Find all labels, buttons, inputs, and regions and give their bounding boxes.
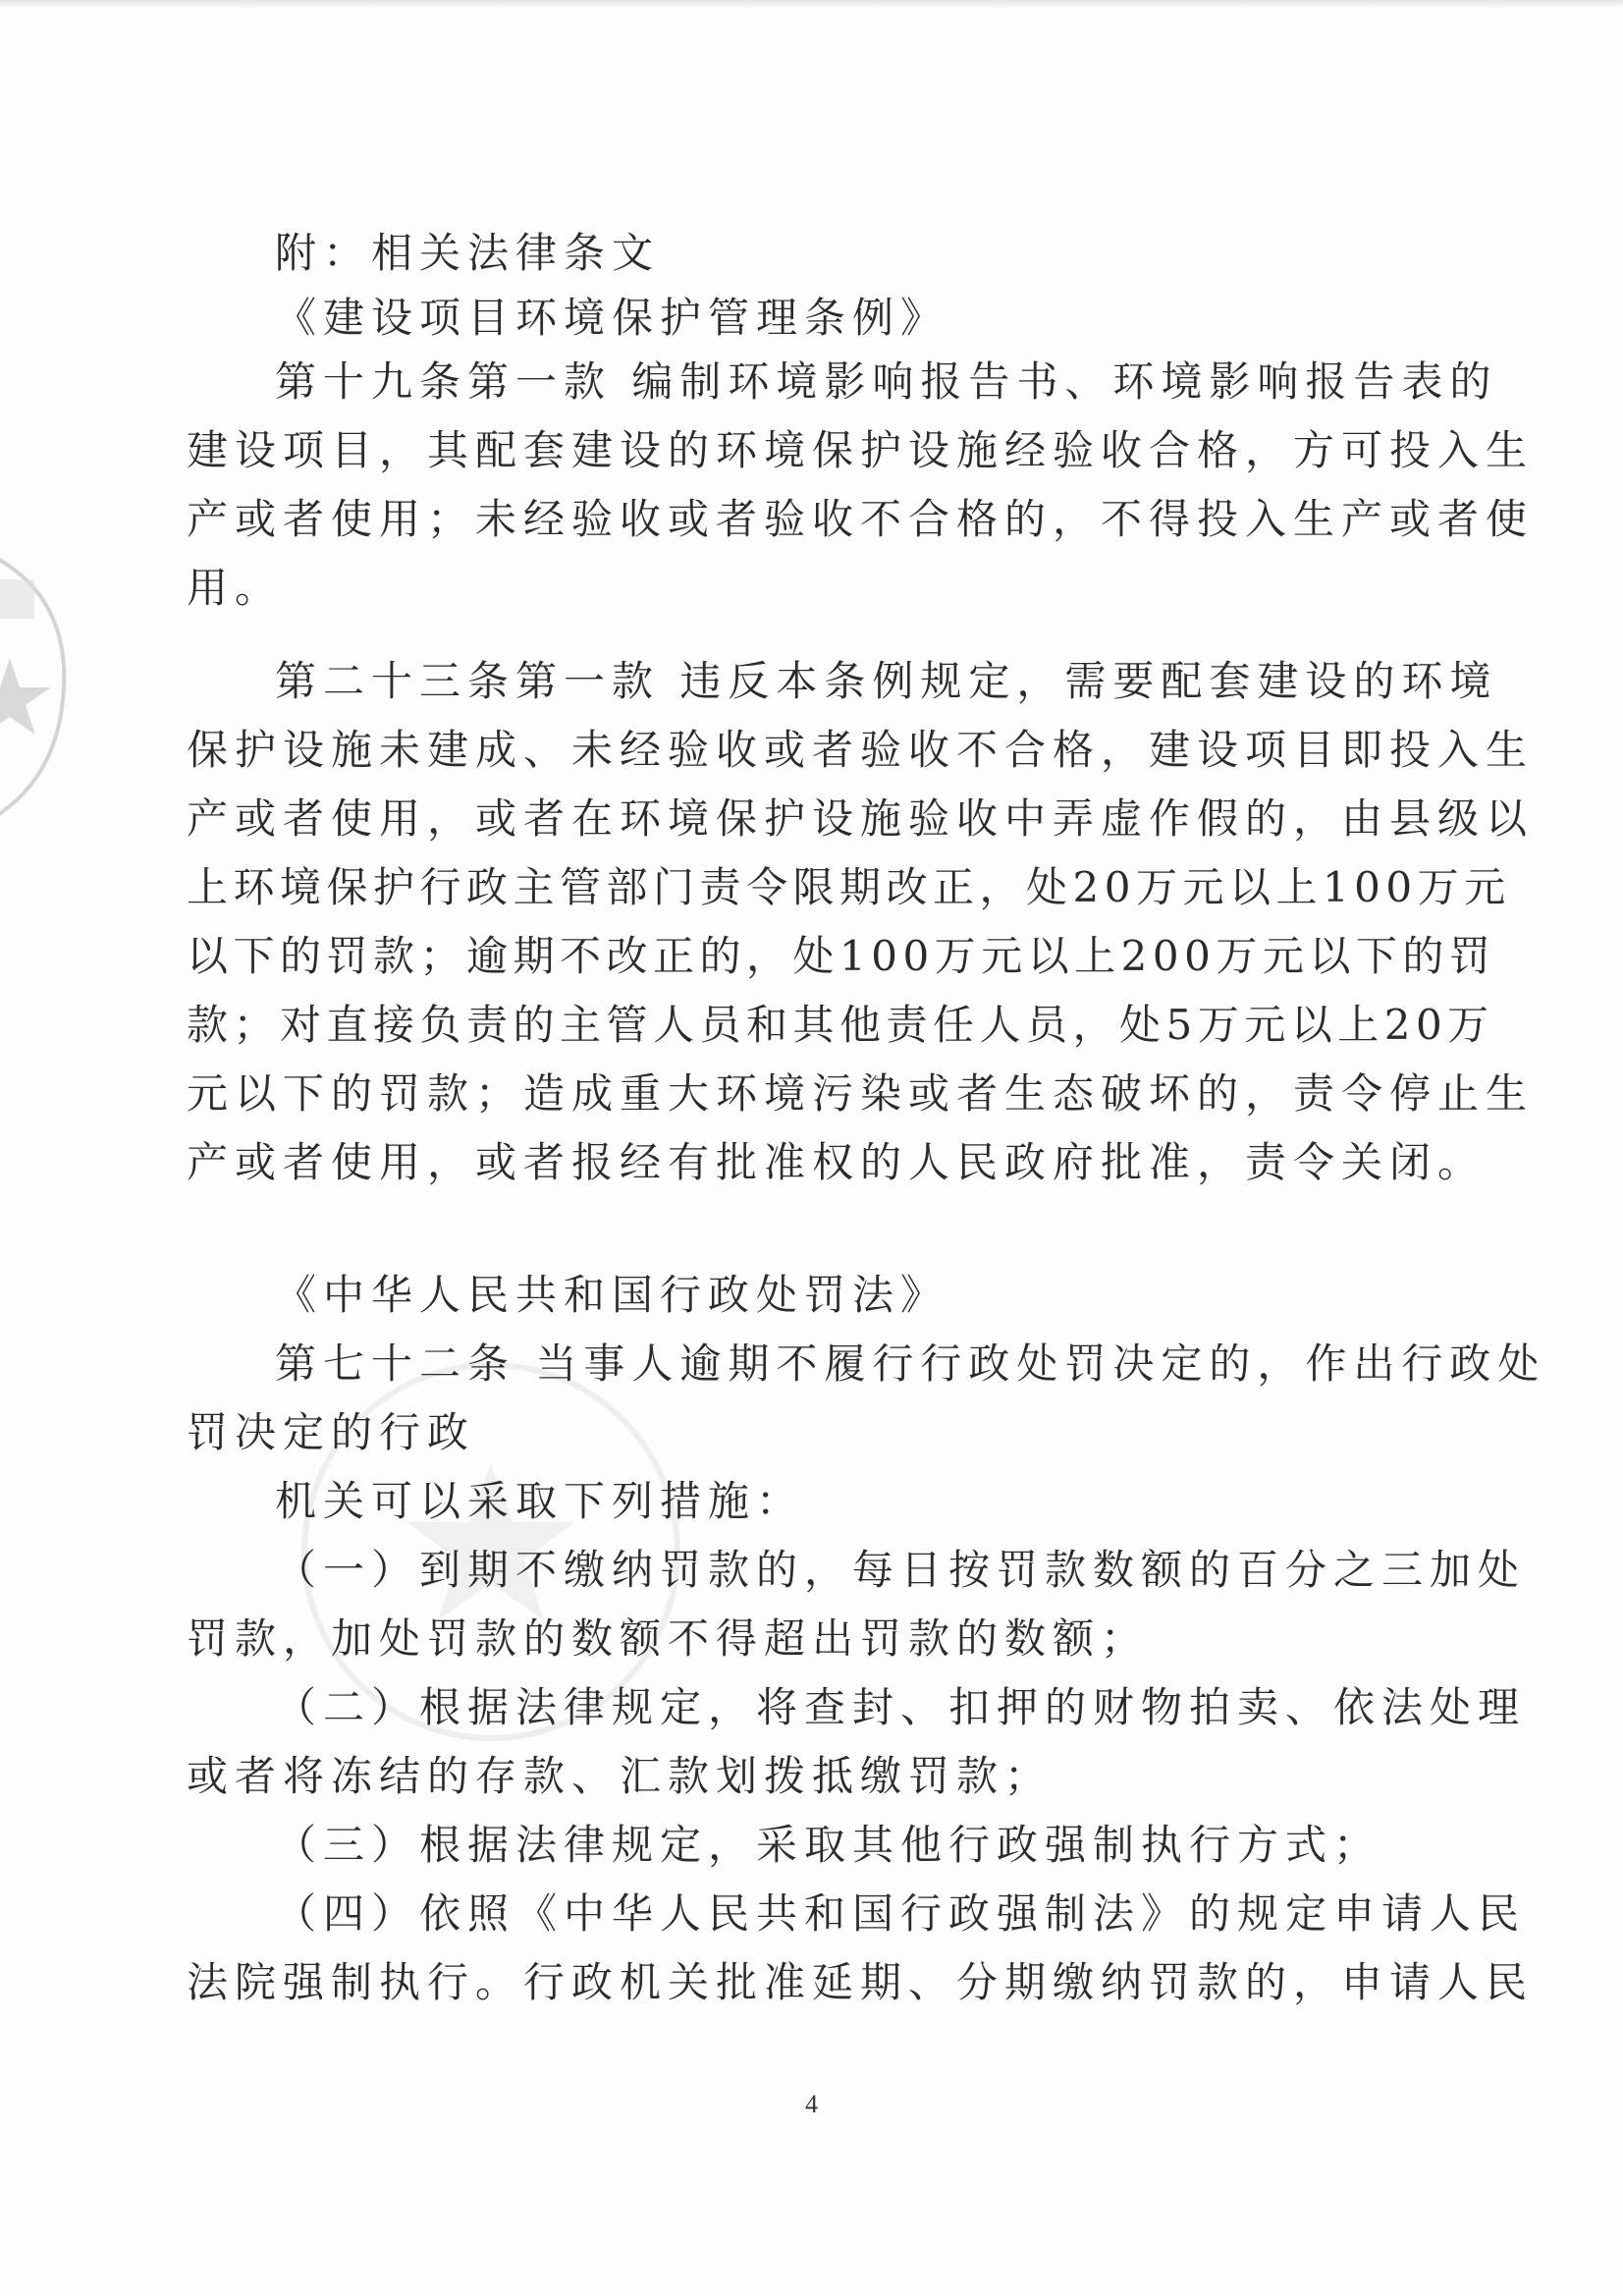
paragraph-line: 第七十二条 当事人逾期不履行行政处罚决定的，作出行政处 (275, 1339, 1546, 1388)
paragraph-line: 元以下的罚款；造成重大环境污染或者生态破坏的，责令停止生 (187, 1069, 1535, 1118)
scan-edge-shadow (0, 0, 1623, 8)
paragraph-line: 保护设施未建成、未经验收或者验收不合格，建设项目即投入生 (187, 726, 1535, 774)
partial-official-seal-left (0, 530, 88, 845)
paragraph-line: 机关可以采取下列措施： (275, 1477, 805, 1525)
paragraph-line: 用。 (187, 564, 284, 612)
paragraph-line: 罚款，加处罚款的数额不得超出罚款的数额； (187, 1614, 1150, 1663)
paragraph-line: （四）依照《中华人民共和国行政强制法》的规定申请人民 (275, 1889, 1527, 1938)
regulation-title-1: 《建设项目环境保护管理条例》 (275, 294, 949, 342)
regulation-title-2: 《中华人民共和国行政处罚法》 (275, 1271, 949, 1319)
paragraph-line: （二）根据法律规定，将查封、扣押的财物拍卖、依法处理 (275, 1683, 1527, 1731)
paragraph-line: 第十九条第一款 编制环境影响报告书、环境影响报告表的 (275, 357, 1498, 406)
paragraph-line: 或者将冻结的存款、汇款划拨抵缴罚款； (187, 1752, 1054, 1800)
paragraph-line: 上环境保护行政主管部门责令限期改正，处20万元以上100万元 (187, 863, 1511, 911)
paragraph-line: 款；对直接负责的主管人员和其他责任人员，处5万元以上20万 (187, 1001, 1494, 1049)
paragraph-line: （三）根据法律规定，采取其他行政强制执行方式； (275, 1821, 1382, 1869)
paragraph-line: 产或者使用，或者报经有批准权的人民政府批准，责令关闭。 (187, 1138, 1487, 1186)
paragraph-line: 以下的罚款；逾期不改正的，处100万元以上200万元以下的罚 (187, 932, 1496, 980)
paragraph-line: 第二十三条第一款 违反本条例规定，需要配套建设的环境 (275, 657, 1498, 705)
attachment-heading: 附：相关法律条文 (275, 229, 661, 277)
paragraph-line: 产或者使用，或者在环境保护设施验收中弄虚作假的，由县级以 (187, 794, 1535, 843)
paragraph-line: （一）到期不缴纳罚款的，每日按罚款数额的百分之三加处 (275, 1546, 1527, 1594)
page-number: 4 (805, 2090, 818, 2118)
paragraph-line: 法院强制执行。行政机关批准延期、分期缴纳罚款的，申请人民 (187, 1958, 1535, 2006)
paragraph-line: 建设项目，其配套建设的环境保护设施经验收合格，方可投入生 (187, 426, 1535, 474)
paragraph-line: 罚决定的行政 (187, 1408, 476, 1456)
paragraph-line: 产或者使用；未经验收或者验收不合格的，不得投入生产或者使 (187, 495, 1535, 543)
